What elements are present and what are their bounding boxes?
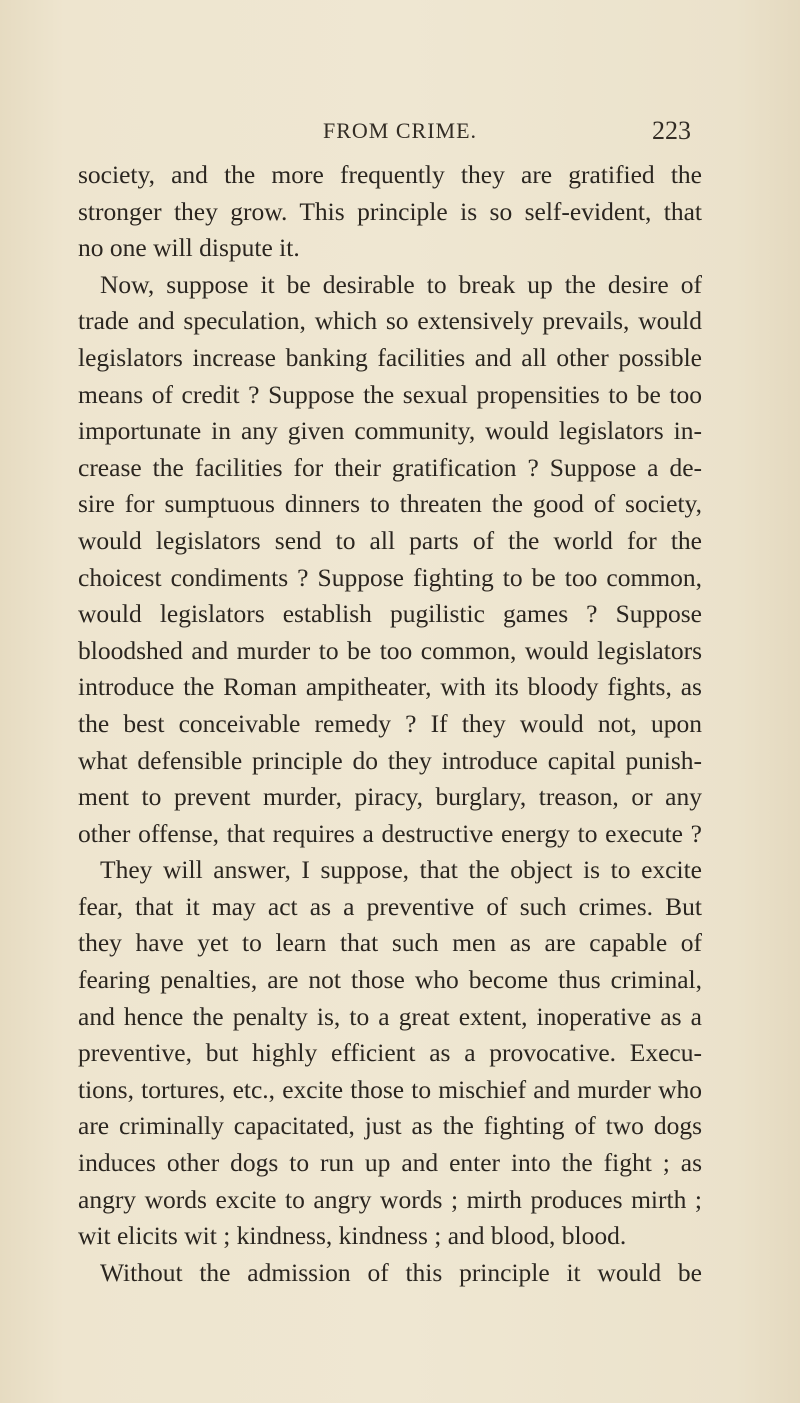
text-line: fearing penalties, are not those who become thus criminal, xyxy=(78,965,702,995)
text-line: would legislators establish pugilistic games ? Suppose xyxy=(78,599,702,629)
text-line: stronger they grow. This principle is so self-evident, that xyxy=(78,196,702,226)
text-line: preventive, but highly efficient as a provocative. Execu- xyxy=(78,1038,702,1068)
text-line: importunate in any given community, would legislators in- xyxy=(78,416,702,446)
text-line: other offense, that requires a destructive energy to execute ? xyxy=(78,818,702,848)
text-line: society, and the more frequently they are gratified the xyxy=(78,160,702,189)
text-line: trade and speculation, which so extensively prevails, would xyxy=(78,306,702,336)
text-line: ment to prevent murder, piracy, burglary, treason, or any xyxy=(78,782,702,812)
text-line: They will answer, I suppose, that the object is to excite xyxy=(100,855,702,885)
text-line: angry words excite to angry words ; mirth produces mirth ; xyxy=(78,1184,702,1214)
text-line: bloodshed and murder to be too common, would legislators xyxy=(78,635,702,665)
text-line: they have yet to learn that such men as are capable of xyxy=(78,928,702,958)
text-line: would legislators send to all parts of the world for the xyxy=(78,525,702,555)
text-line: no one will dispute it. xyxy=(78,233,300,263)
text-line: Without the admission of this principle it would be xyxy=(100,1257,702,1287)
running-title: FROM CRIME. xyxy=(323,118,478,143)
text-line: wit elicits wit ; kindness, kindness ; and blood, blood. xyxy=(78,1221,627,1251)
text-line: sire for sumptuous dinners to threaten the good of society, xyxy=(78,489,702,519)
text-line: and hence the penalty is, to a great extent, inoperative as a xyxy=(78,1001,702,1031)
text-line: Now, suppose it be desirable to break up the desire of xyxy=(100,269,702,299)
page-number: 223 xyxy=(652,116,691,145)
text-line: means of credit ? Suppose the sexual propensities to be too xyxy=(78,379,702,409)
text-line: fear, that it may act as a preventive of such crimes. But xyxy=(78,891,702,921)
text-line: what defensible principle do they introduce capital punish- xyxy=(78,745,702,775)
text-line: tions, tortures, etc., excite those to mischief and murder who xyxy=(78,1074,702,1104)
text-line: legislators increase banking facilities and all other possible xyxy=(78,342,702,372)
text-line: choicest condiments ? Suppose fighting to be too common, xyxy=(78,562,702,592)
text-line: crease the facilities for their gratification ? Suppose a de- xyxy=(78,452,702,482)
body-text xyxy=(78,157,702,1291)
text-line: are criminally capacitated, just as the fighting of two dogs xyxy=(78,1111,702,1141)
text-line: introduce the Roman ampitheater, with its bloody fights, as xyxy=(78,672,702,702)
text-line: the best conceivable remedy ? If they would not, upon xyxy=(78,708,702,738)
text-line: induces other dogs to run up and enter into the fight ; as xyxy=(78,1148,702,1178)
running-head xyxy=(0,118,800,158)
